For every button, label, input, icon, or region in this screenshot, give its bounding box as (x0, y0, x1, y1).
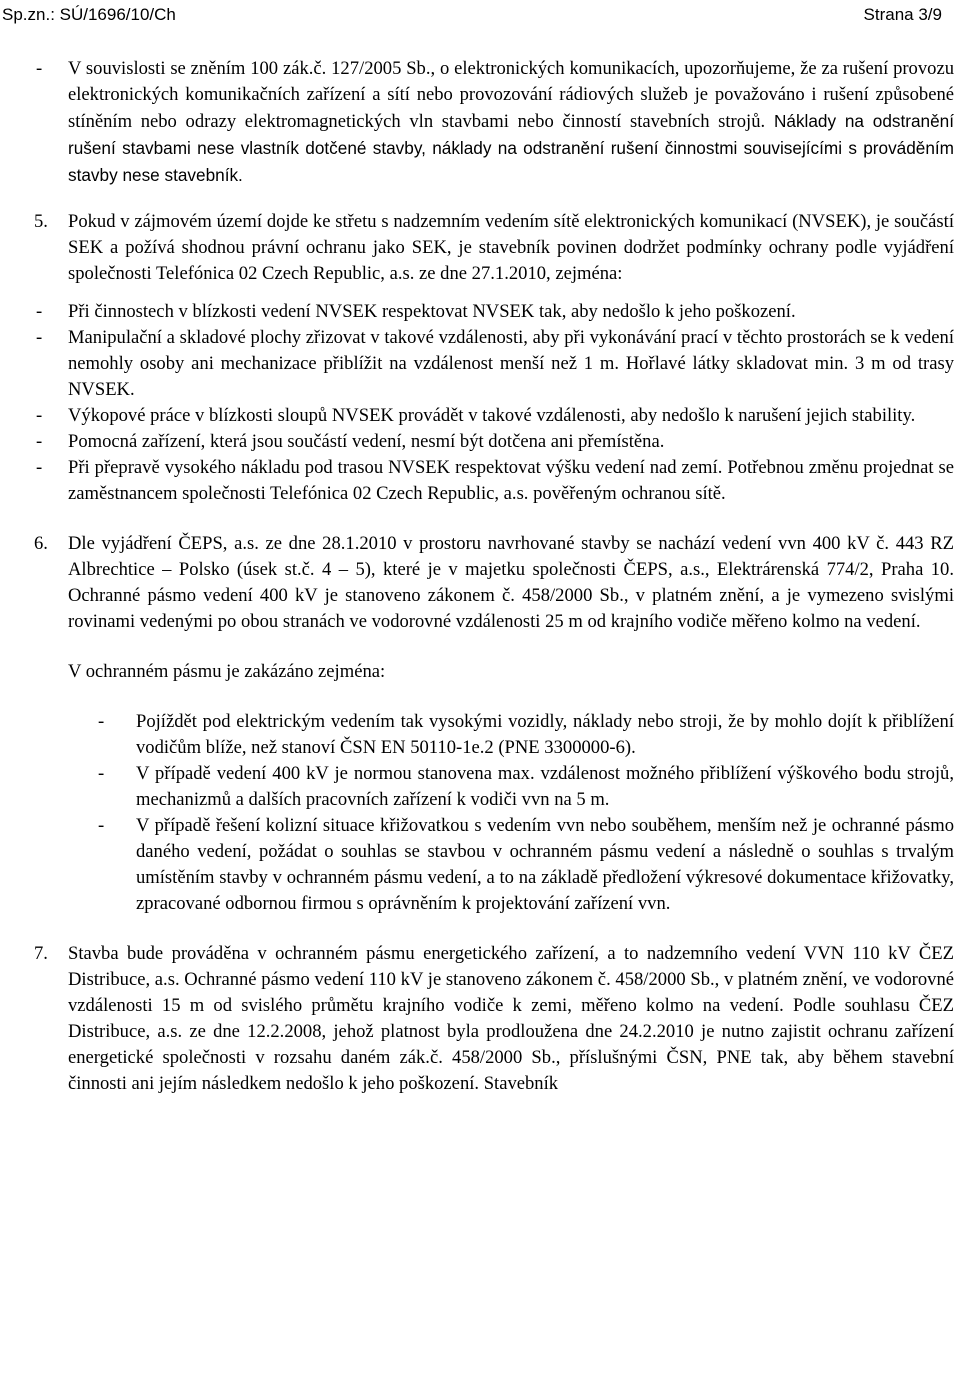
page-header (0, 4, 960, 28)
list-item-text: V případě řešení kolizní situace křižovatkou s vedením vvn nebo souběhem, menším než je ochranné pásmo daného vedení, požádat o souhlas se stavbou v ochranném pásmu vedení a následně o souhlas s trvalým umístěním stavby v ochranném pásmu vedení, a to na základě předložení výkresové dokumentace křižovatky, zpracované odbornou firmou s oprávněním k projektování zařízení vvn. (136, 815, 954, 914)
intro-paragraph (0, 56, 960, 189)
section-5-item (0, 403, 960, 429)
dash-marker: - (98, 711, 105, 732)
dash-marker: - (36, 457, 43, 478)
dash-marker: - (36, 405, 43, 426)
section-7 (0, 941, 960, 1097)
section-number: 7. (34, 943, 48, 964)
intro-text-a: V souvislosti se zněním 100 zák.č. 127/2005 Sb., o elektronických komunikacích, upozorňujeme, že za rušení provozu elektronických komunikačních zařízení a sítí nebo provozování rádiových služeb je považováno i rušení způsobené stíněním nebo odrazy elektromagnetických vln stavbami nebo činností stavebních strojů. (68, 58, 954, 132)
list-item-text: V případě vedení 400 kV je normou stanovena max. vzdálenost možného přiblížení výškového bodu strojů, mechanizmů a dalších pracovních zařízení k vodiči vvn na 5 m. (136, 763, 954, 810)
section-6-item (0, 813, 960, 917)
section-5-item (0, 455, 960, 507)
section-number: 6. (34, 533, 48, 554)
section-6-item (0, 761, 960, 813)
list-item-text: Při činnostech v blízkosti vedení NVSEK respektovat NVSEK tak, aby nedošlo k jeho poškození. (68, 301, 796, 322)
section-5-item (0, 299, 960, 325)
section-5-item (0, 325, 960, 403)
list-item-text: Výkopové práce v blízkosti sloupů NVSEK provádět v takové vzdálenosti, aby nedošlo k narušení jejich stability. (68, 405, 916, 426)
section-6-text: Dle vyjádření ČEPS, a.s. ze dne 28.1.2010 v prostoru navrhované stavby se nachází vedení vvn 400 kV č. 443 RZ Albrechtice – Polsko (úsek st.č. 4 – 5), které je v majetku společnosti ČEPS, a.s., Elektrárenská 774/2, Praha 10. Ochranné pásmo vedení 400 kV je stanoveno zákonem č. 458/2000 Sb., v platném znění, a je vymezeno svislými rovinami vedenými po obou stranách ve vodorovné vzdálenosti 25 m od krajního vodiče měřeno kolmo na vedení. (68, 533, 954, 632)
section-5-item (0, 429, 960, 455)
dash-marker: - (36, 327, 43, 348)
section-6 (0, 531, 960, 635)
page-number: Strana 3/9 (863, 5, 942, 24)
dash-marker: - (36, 431, 43, 452)
dash-marker: - (98, 763, 105, 784)
document-reference: Sp.zn.: SÚ/1696/10/Ch (2, 5, 176, 24)
list-item-text: Pomocná zařízení, která jsou součástí vedení, nesmí být dotčena ani přemístěna. (68, 431, 665, 452)
intro-text-b: Náklady na odstranění rušení stavbami nese vlastník dotčené stavby, náklady na odstranění rušení činnostmi souvisejícími s prováděním stavby nese stavebník. (68, 111, 955, 185)
dash-marker: - (36, 58, 43, 79)
document-body (0, 56, 960, 1097)
section-7-text: Stavba bude prováděna v ochranném pásmu energetického zařízení, a to nadzemního vedení VVN 110 kV ČEZ Distribuce, a.s. Ochranné pásmo vedení 110 kV je stanoveno zákonem č. 458/2000 Sb., v platném znění, ve vodorovné vzdálenosti 15 m od svislého průmětu krajního vodiče k zemi, měřeno kolmo na vedení. Podle souhlasu ČEZ Distribuce, a.s. ze dne 12.2.2008, jehož platnost byla prodloužena dne 24.2.2010 je nutno zajistit ochranu zařízení energetické společnosti v rozsahu daném zák.č. 458/2000 Sb., příslušnými ČSN, PNE tak, aby během stavební činnosti ani jejím následkem nedošlo k jeho poškození. Stavebník (68, 943, 954, 1094)
dash-marker: - (98, 815, 105, 836)
section-number: 5. (34, 211, 48, 232)
prohibited-heading: V ochranném pásmu je zakázáno zejména: (68, 661, 386, 682)
section-5 (0, 209, 960, 287)
list-item-text: Manipulační a skladové plochy zřizovat v takové vzdálenosti, aby při vykonávání prací v těchto prostorách se k vedení nemohly osoby ani mechanizace přiblížit na vzdálenost menší než 1 m. Hořlavé látky skladovat min. 3 m od trasy NVSEK. (68, 327, 954, 400)
list-item-text: Pojíždět pod elektrickým vedením tak vysokými vozidly, náklady nebo stroji, že by mohlo dojít k přiblížení vodičům blíže, než stanoví ČSN EN 50110-1e.2 (PNE 3300000-6). (136, 711, 954, 758)
section-6-item (0, 709, 960, 761)
list-item-text: Při přepravě vysokého nákladu pod trasou NVSEK respektovat výšku vedení nad zemí. Potřebnou změnu projednat se zaměstnancem společnosti Telefónica 02 Czech Republic, a.s. pověřeným ochranou sítě. (68, 457, 954, 504)
section-5-text: Pokud v zájmovém území dojde ke střetu s nadzemním vedením sítě elektronických komunikací (NVSEK), je součástí SEK a požívá shodnou právní ochranu jako SEK, je stavebník povinen dodržet podmínky ochrany podle vyjádření společnosti Telefónica 02 Czech Republic, a.s. ze dne 27.1.2010, zejména: (68, 211, 954, 284)
dash-marker: - (36, 301, 43, 322)
